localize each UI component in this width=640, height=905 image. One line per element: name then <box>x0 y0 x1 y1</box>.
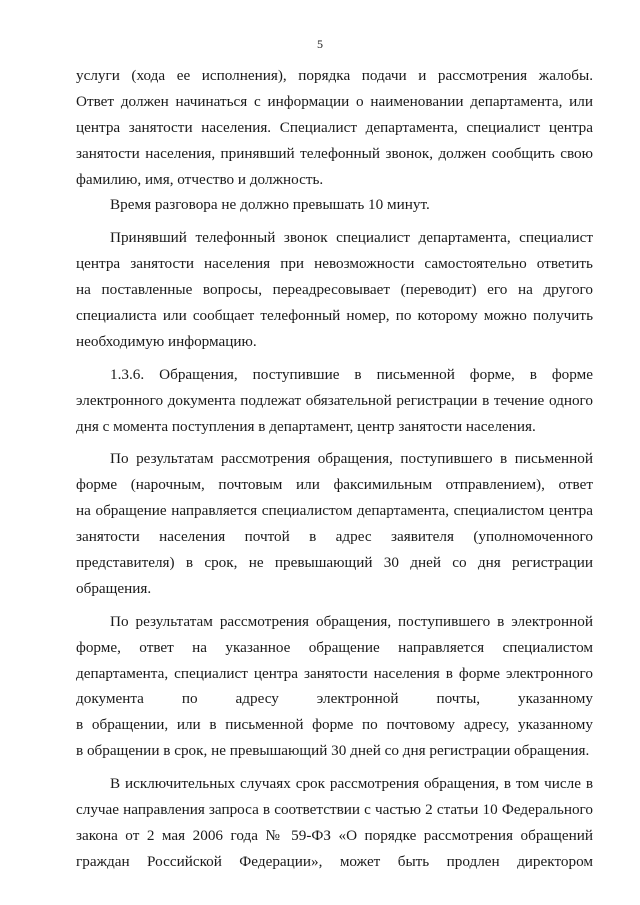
text-line: дня с момента поступления в департамент, центр занятости населения. <box>76 417 536 435</box>
paragraph-call-redirect <box>76 225 593 354</box>
text-line: занятости населения, принявший телефонный звонок, должен сообщить свою <box>76 144 593 162</box>
text-line: в обращении в срок, не превышающий 30 дней со дня регистрации обращения. <box>76 742 590 760</box>
text-line: обращения. <box>76 579 152 597</box>
text-line: По результатам рассмотрения обращения, поступившего в письменной <box>110 450 593 468</box>
text-line: 1.3.6. Обращения, поступившие в письменной форме, в форме <box>110 365 593 383</box>
text-line: граждан Российской Федерации», может быть продлен директором <box>76 852 593 870</box>
text-line: на обращение направляется специалистом департамента, специалистом центра <box>76 502 593 520</box>
text-line: Принявший телефонный звонок специалист департамента, специалист <box>110 229 593 247</box>
paragraph-call-answer <box>76 63 593 192</box>
text-line: Ответ должен начинаться с информации о наименовании департамента, или <box>76 92 593 110</box>
page-number: 5 <box>317 37 323 51</box>
text-line: документа по адресу электронной почты, указанному <box>76 690 593 708</box>
text-line: форме, ответ на указанное обращение направляется специалистом <box>76 638 593 656</box>
text-line: центра занятости населения. Специалист департамента, специалист центра <box>76 118 593 136</box>
text-line: центра занятости населения при невозможности самостоятельно ответить <box>76 255 593 273</box>
text-line: необходимую информацию. <box>76 332 257 350</box>
paragraph-written-response <box>76 446 593 601</box>
text-line: фамилию, имя, отчество и должность. <box>76 170 324 188</box>
text-line: форме (нарочным, почтовым или факсимильным отправлением), ответ <box>76 476 593 494</box>
text-line: на поставленные вопросы, переадресовывает (переводит) его на другого <box>76 281 593 299</box>
text-line: в обращении, или в письменной форме по почтовому адресу, указанному <box>76 716 593 734</box>
text-line: По результатам рассмотрения обращения, поступившего в электронной <box>110 612 593 630</box>
text-line: услуги (хода ее исполнения), порядка подачи и рассмотрения жалобы. <box>76 67 593 84</box>
text-line: В исключительных случаях срок рассмотрения обращения, в том числе в <box>110 775 593 793</box>
paragraph-exceptional-cases <box>76 771 593 875</box>
paragraph-electronic-response <box>76 609 593 764</box>
text-line: случае направления запроса в соответствии с частью 2 статьи 10 Федерального <box>76 801 593 819</box>
text-line: специалиста или сообщает телефонный номер, по которому можно получить <box>76 307 593 325</box>
text-line: департамента, специалист центра занятости населения в форме электронного <box>76 664 593 682</box>
text-line: электронного документа подлежат обязательной регистрации в течение одного <box>76 391 593 409</box>
paragraph-registration <box>76 362 593 440</box>
document-body <box>76 63 593 875</box>
text-line: Время разговора не должно превышать 10 минут. <box>110 196 430 214</box>
paragraph-call-duration <box>76 192 593 218</box>
text-line: занятости населения почтой в адрес заявителя (уполномоченного <box>76 528 593 546</box>
text-line: представителя) в срок, не превышающий 30 дней со дня регистрации <box>76 554 593 572</box>
text-line: закона от 2 мая 2006 года № 59-ФЗ «О порядке рассмотрения обращений <box>76 826 593 844</box>
